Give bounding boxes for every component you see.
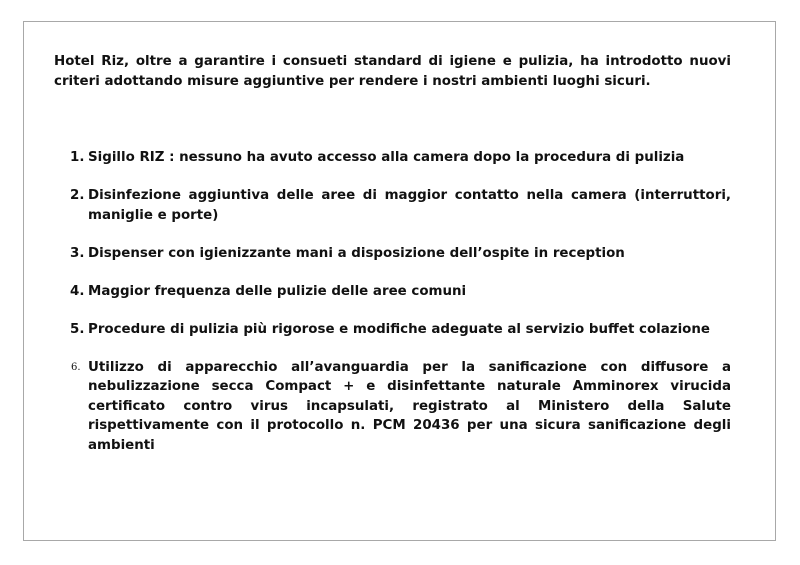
- list-item: [70, 148, 731, 168]
- item-text: Utilizzo di apparecchio all’avanguardia per la sanificazione con diffusore a nebulizzazione secca Compact + e disinfettante naturale Amminorex virucida certificato contro virus incapsulati, registrato al Ministero della Salute rispettivamente con il protocollo n. PCM 20436 per una sicura sanificazione degli ambienti: [88, 359, 731, 453]
- item-text: Sigillo RIZ : nessuno ha avuto accesso alla camera dopo la procedura di pulizia: [88, 150, 685, 165]
- item-text: Disinfezione aggiuntiva delle aree di maggior contatto nella camera (interruttori, maniglie e porte): [88, 188, 731, 223]
- item-number: 6.: [71, 361, 81, 373]
- item-number: 2.: [70, 188, 85, 203]
- list-item: [70, 320, 731, 340]
- item-number: 5.: [70, 321, 85, 337]
- list-item: [70, 358, 731, 456]
- item-number: 3.: [70, 245, 85, 261]
- item-number: 1.: [70, 150, 85, 165]
- measures-list: [70, 148, 731, 474]
- intro-paragraph: Hotel Riz, oltre a garantire i consueti standard di igiene e pulizia, ha introdotto nuovi criteri adottando misure aggiuntive per rendere i nostri ambienti luoghi sicuri.: [54, 54, 731, 89]
- item-text: Maggior frequenza delle pulizie delle aree comuni: [88, 283, 467, 299]
- item-text: Procedure di pulizia più rigorose e modifiche adeguate al servizio buffet colazione: [88, 321, 710, 337]
- item-number: 4.: [70, 283, 85, 299]
- list-item: [70, 244, 731, 264]
- list-item: [70, 282, 731, 302]
- item-text: Dispenser con igienizzante mani a disposizione dell’ospite in reception: [88, 245, 625, 261]
- list-item: [70, 186, 731, 225]
